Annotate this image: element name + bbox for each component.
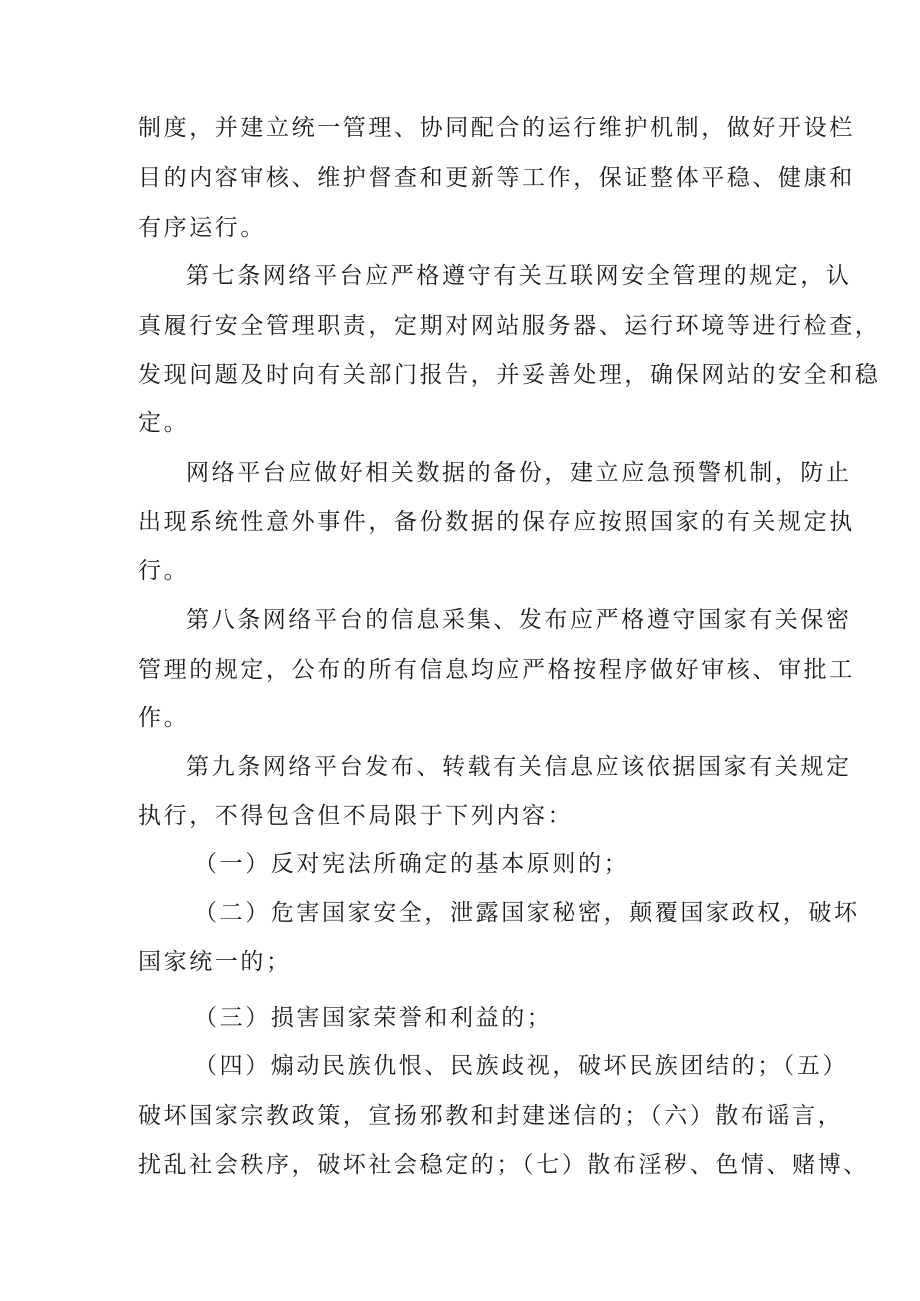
- text-line: 出现系统性意外事件，备份数据的保存应按照国家的有关规定执: [138, 509, 855, 535]
- text-line: 定。: [138, 410, 190, 436]
- text-line: 制度，并建立统一管理、协同配合的运行维护机制，做好开设栏: [138, 115, 855, 141]
- paragraph-article-8: 第八条网络平台的信息采集、发布应严格遵守国家有关保密: [186, 607, 852, 633]
- paragraph-backup: 网络平台应做好相关数据的备份，建立应急预警机制，防止: [186, 460, 852, 486]
- text-line: 作。: [138, 705, 190, 731]
- text-line: 目的内容审核、维护督查和更新等工作，保证整体平稳、健康和: [138, 165, 855, 191]
- list-item-3: （三）损害国家荣誉和利益的；: [194, 1005, 553, 1031]
- text-line: 国家统一的；: [138, 949, 292, 975]
- text-line: 行。: [138, 558, 190, 584]
- list-item-4: （四）煽动民族仇恨、民族歧视，破坏民族团结的；（五）: [194, 1053, 849, 1079]
- text-line: 执行，不得包含但不局限于下列内容：: [138, 803, 574, 829]
- paragraph-article-7: 第七条网络平台应严格遵守有关互联网安全管理的规定，认: [186, 263, 852, 289]
- text-line: 有序运行。: [138, 215, 266, 241]
- text-line: 破坏国家宗教政策，宣扬邪教和封建迷信的；（六）散布谣言，: [138, 1103, 844, 1129]
- list-item-1: （一）反对宪法所确定的基本原则的；: [194, 851, 630, 877]
- list-item-2: （二）危害国家安全，泄露国家秘密，颠覆国家政权，破坏: [194, 900, 860, 926]
- paragraph-article-9: 第九条网络平台发布、转载有关信息应该依据国家有关规定: [186, 754, 852, 780]
- text-line: 扰乱社会秩序，破坏社会稳定的；（七）散布淫秽、色情、赌博、: [138, 1152, 869, 1178]
- text-line: 真履行安全管理职责，定期对网站服务器、运行环境等进行检查，: [138, 313, 881, 339]
- text-line: 管理的规定，公布的所有信息均应严格按程序做好审核、审批工: [138, 657, 855, 683]
- text-line: 发现问题及时向有关部门报告，并妥善处理，确保网站的安全和稳: [138, 362, 881, 388]
